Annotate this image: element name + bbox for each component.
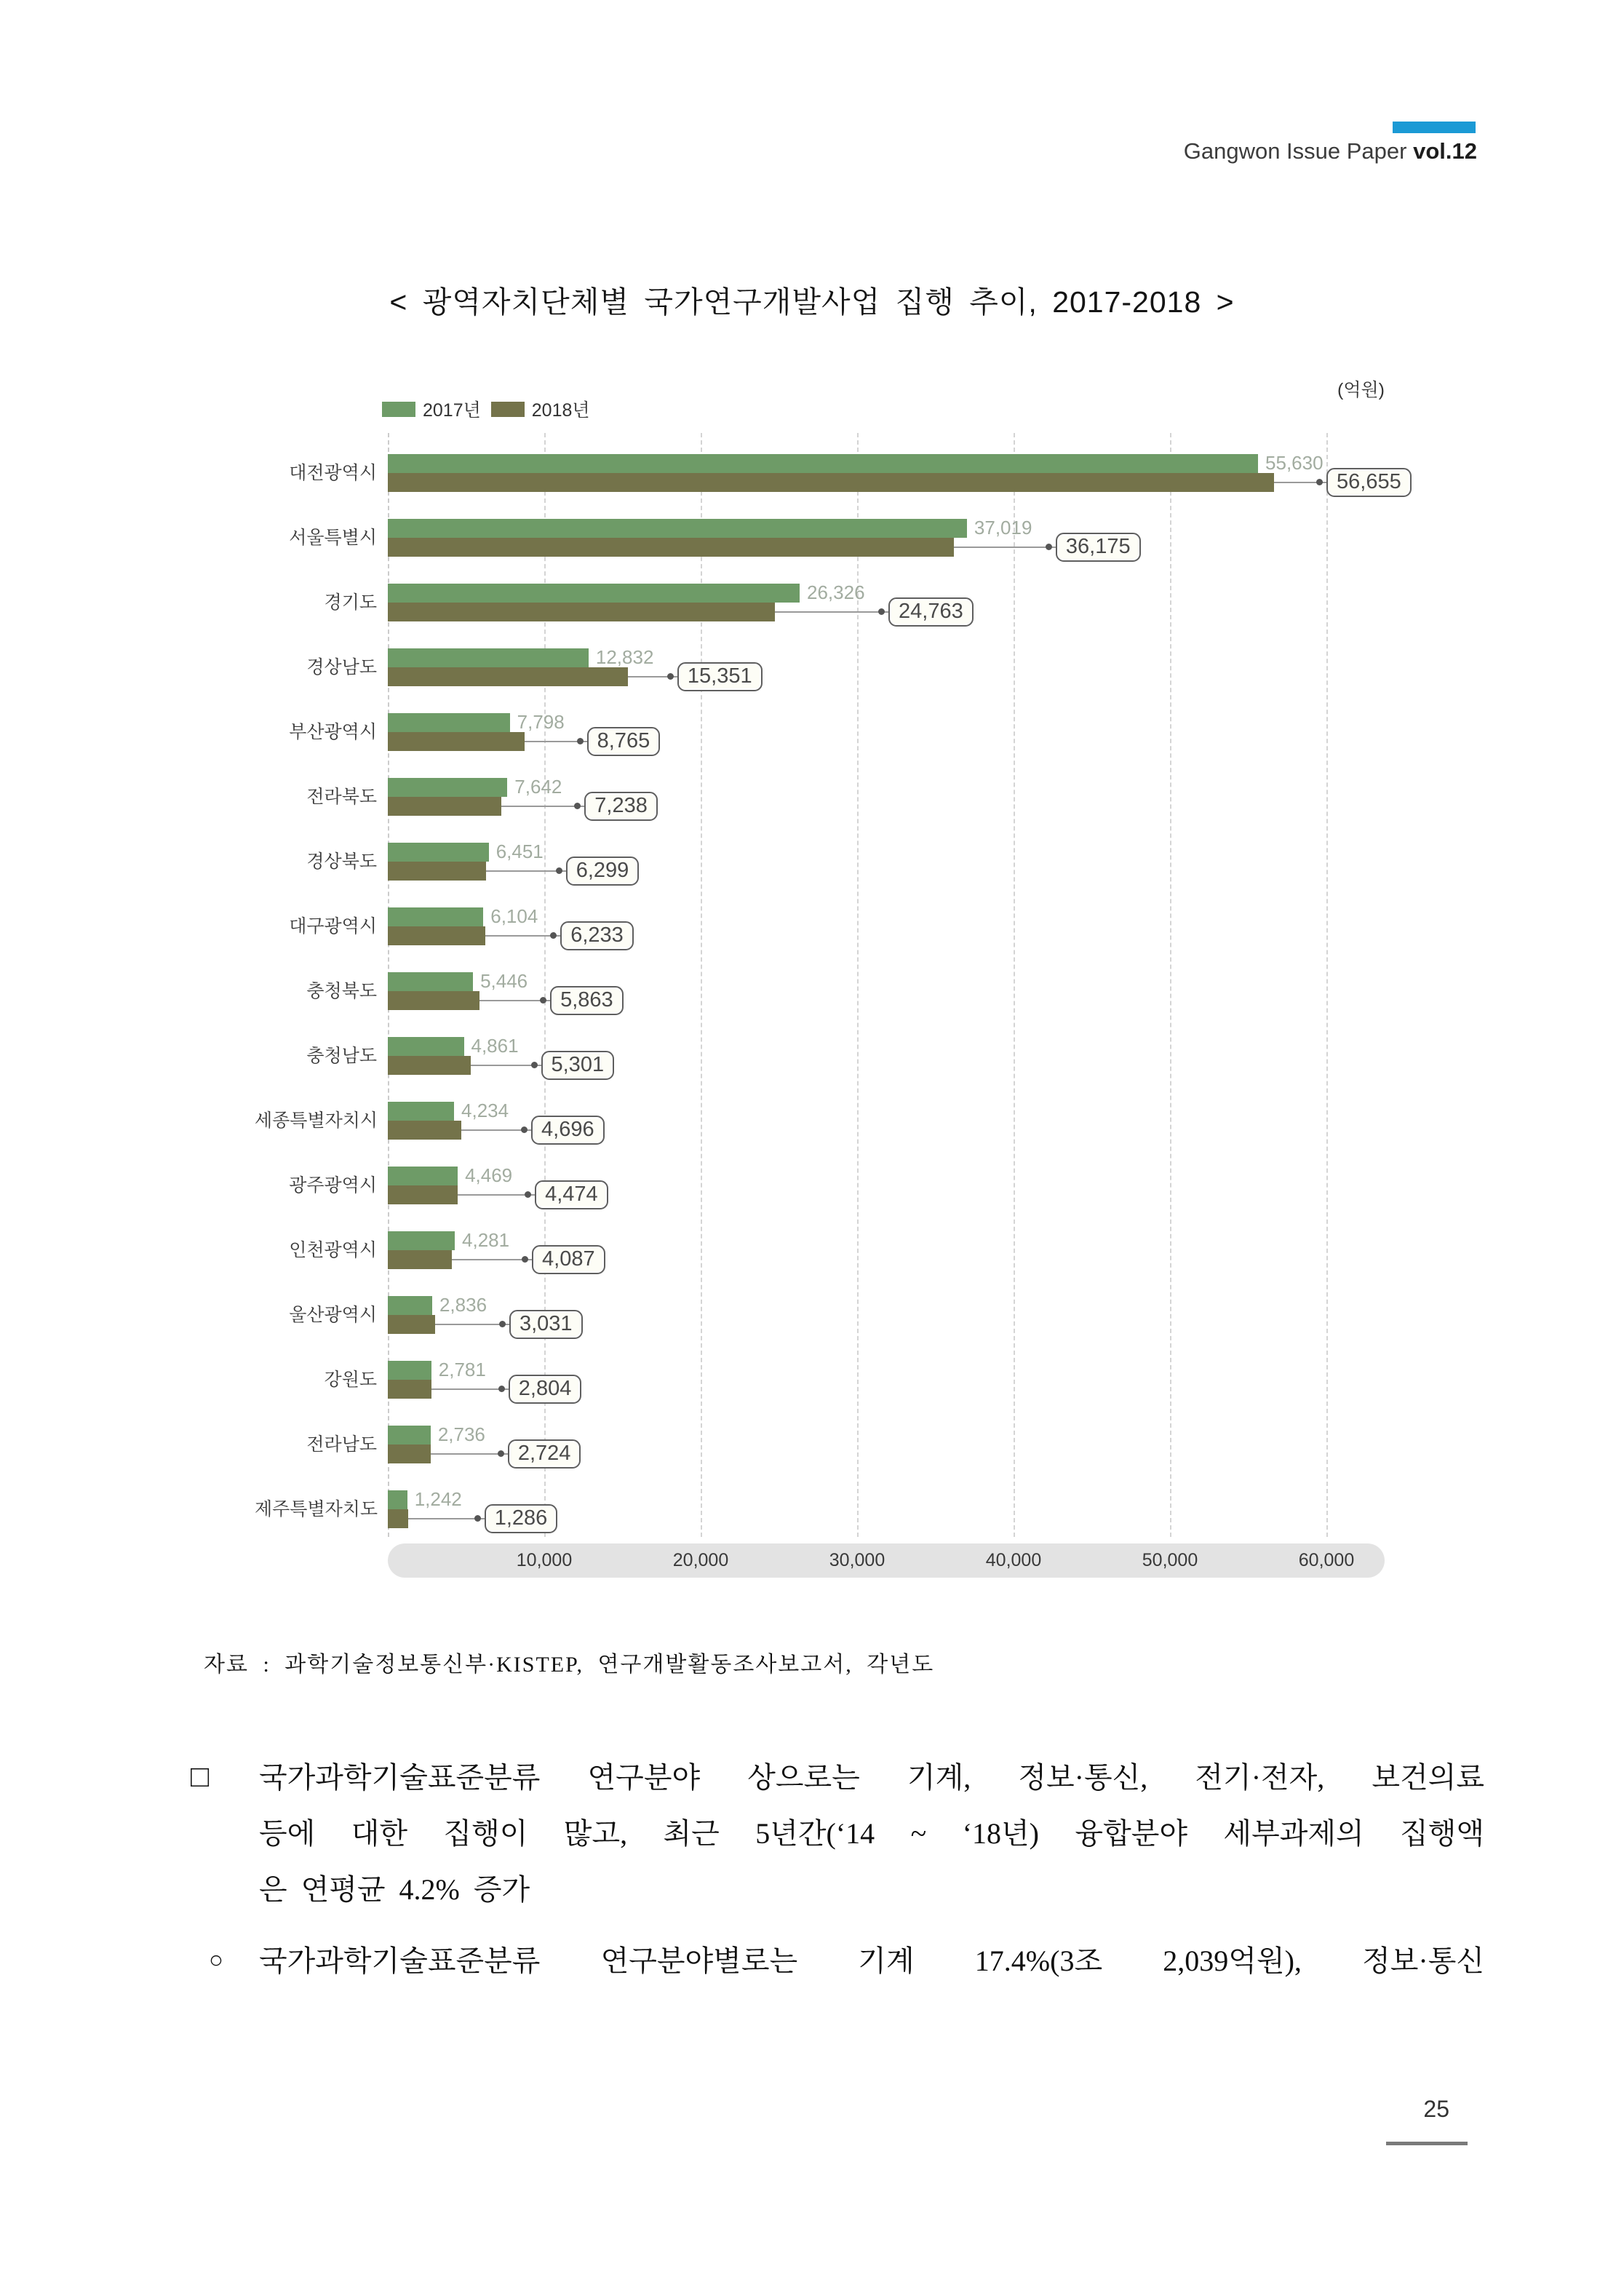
chart-title: < 광역자치단체별 국가연구개발사업 집행 추이, 2017-2018 > bbox=[389, 285, 1235, 319]
callout-dot-icon bbox=[531, 1062, 538, 1068]
value-label-2017: 4,469 bbox=[465, 1164, 513, 1186]
callout-dot-icon bbox=[540, 997, 546, 1004]
page-number: 25 bbox=[1423, 2096, 1449, 2122]
callout-dot-icon bbox=[498, 1386, 505, 1392]
category-label: 대구광역시 bbox=[289, 916, 377, 937]
callout-dot-icon bbox=[474, 1515, 481, 1522]
bar-2018 bbox=[388, 862, 486, 881]
callout-dot-icon bbox=[878, 608, 885, 615]
value-label-2017: 7,798 bbox=[517, 711, 565, 733]
callout-connector bbox=[458, 1194, 535, 1196]
bar-2018 bbox=[388, 926, 485, 945]
value-box-2018: 6,299 bbox=[566, 857, 640, 886]
value-label-2017: 4,281 bbox=[462, 1229, 510, 1251]
legend-swatch-2017 bbox=[382, 402, 415, 417]
page-number-rule bbox=[1386, 2142, 1468, 2145]
bar-2017 bbox=[388, 1426, 431, 1445]
value-label-2017: 2,781 bbox=[438, 1359, 486, 1380]
x-axis-tick-label: 30,000 bbox=[829, 1550, 885, 1570]
value-box-2018: 56,655 bbox=[1326, 468, 1412, 497]
publication-volume: vol.12 bbox=[1413, 138, 1477, 164]
x-axis-tick-label: 20,000 bbox=[672, 1550, 729, 1570]
circle-bullet-icon: ○ bbox=[209, 1947, 223, 1974]
bar-2017 bbox=[388, 584, 800, 603]
bar-2018 bbox=[388, 732, 525, 751]
bar-2017 bbox=[388, 1490, 407, 1509]
bar-2018 bbox=[388, 1445, 431, 1463]
category-label: 충청북도 bbox=[306, 981, 377, 1001]
callout-dot-icon bbox=[550, 932, 557, 939]
category-label: 경상북도 bbox=[306, 851, 377, 872]
callout-connector bbox=[452, 1259, 532, 1260]
callout-dot-icon bbox=[525, 1191, 531, 1198]
value-box-2018: 2,804 bbox=[509, 1375, 582, 1404]
value-box-2018: 3,031 bbox=[509, 1310, 583, 1339]
value-label-2017: 12,832 bbox=[595, 646, 654, 668]
legend-item-2017 bbox=[382, 396, 481, 422]
bar-2018 bbox=[388, 1056, 471, 1075]
value-box-2018: 15,351 bbox=[677, 662, 763, 691]
bar-2017 bbox=[388, 1102, 454, 1121]
value-label-2017: 4,861 bbox=[471, 1035, 519, 1057]
value-box-2018: 5,301 bbox=[541, 1051, 615, 1080]
legend-item-2018 bbox=[491, 396, 590, 422]
header-accent-bar bbox=[1393, 122, 1476, 133]
gridline bbox=[1014, 433, 1015, 1537]
bar-2018 bbox=[388, 667, 628, 686]
callout-dot-icon bbox=[1046, 544, 1052, 550]
category-label: 인천광역시 bbox=[289, 1240, 377, 1260]
category-label: 경상남도 bbox=[306, 657, 377, 677]
legend-label-2017: 2017년 bbox=[423, 400, 481, 421]
publication-header bbox=[1184, 138, 1477, 164]
value-label-2017: 26,326 bbox=[807, 581, 865, 603]
value-label-2017: 1,242 bbox=[414, 1488, 462, 1510]
text-line: 국가과학기술표준분류 연구분야 상으로는 기계, 정보·통신, 전기·전자, 보건의료 bbox=[259, 1761, 1484, 1794]
text-line: 국가과학기술표준분류 연구분야별로는 기계 17.4%(3조 2,039억원), 정보·통신 bbox=[259, 1944, 1484, 1977]
callout-dot-icon bbox=[521, 1126, 528, 1133]
bar-2017 bbox=[388, 454, 1258, 473]
callout-connector bbox=[485, 935, 560, 937]
value-label-2017: 55,630 bbox=[1265, 452, 1324, 474]
bar-2017 bbox=[388, 778, 507, 797]
category-label: 강원도 bbox=[324, 1370, 377, 1390]
callout-connector bbox=[431, 1388, 509, 1390]
paragraph-2-lines bbox=[259, 1933, 1484, 1989]
category-label: 전라북도 bbox=[306, 787, 377, 807]
bar-2018 bbox=[388, 473, 1274, 492]
value-label-2017: 5,446 bbox=[480, 970, 528, 992]
gridline bbox=[1170, 433, 1171, 1537]
callout-dot-icon bbox=[499, 1321, 506, 1327]
callout-connector bbox=[486, 870, 565, 872]
bar-2018 bbox=[388, 1380, 431, 1399]
bar-2017 bbox=[388, 519, 967, 538]
callout-dot-icon bbox=[574, 803, 581, 809]
x-axis-tick-label: 10,000 bbox=[516, 1550, 573, 1570]
bar-2017 bbox=[388, 972, 473, 991]
callout-connector bbox=[775, 611, 888, 613]
category-label: 서울특별시 bbox=[289, 528, 377, 548]
source-note: 자료 : 과학기술정보통신부·KISTEP, 연구개발활동조사보고서, 각년도 bbox=[204, 1653, 935, 1677]
bar-2018 bbox=[388, 991, 479, 1010]
callout-dot-icon bbox=[667, 673, 674, 680]
category-label: 전라남도 bbox=[306, 1434, 377, 1455]
value-label-2017: 37,019 bbox=[974, 517, 1032, 539]
bar-2018 bbox=[388, 603, 775, 621]
value-label-2017: 7,642 bbox=[514, 776, 562, 798]
callout-dot-icon bbox=[556, 867, 562, 874]
value-box-2018: 36,175 bbox=[1056, 533, 1141, 562]
x-axis-tick-label: 50,000 bbox=[1142, 1550, 1198, 1570]
text-line: 등에 대한 집행이 많고, 최근 5년간(‘14 ~ ‘18년) 융합분야 세부과제의 집행액 bbox=[259, 1817, 1484, 1850]
bar-2018 bbox=[388, 797, 501, 816]
paragraph-1-lines bbox=[259, 1749, 1484, 1918]
text-line: 은 연평균 4.2% 증가 bbox=[259, 1873, 530, 1906]
category-label: 경기도 bbox=[324, 592, 377, 613]
category-label: 울산광역시 bbox=[289, 1305, 377, 1325]
bar-2017 bbox=[388, 1037, 464, 1056]
value-label-2017: 2,736 bbox=[437, 1423, 485, 1445]
category-label: 제주특별자치도 bbox=[255, 1499, 378, 1519]
callout-dot-icon bbox=[522, 1256, 528, 1263]
value-box-2018: 6,233 bbox=[560, 921, 634, 950]
value-box-2018: 4,087 bbox=[532, 1245, 605, 1274]
value-box-2018: 4,696 bbox=[531, 1116, 605, 1145]
category-label: 대전광역시 bbox=[289, 463, 377, 483]
gridline bbox=[1326, 433, 1328, 1537]
callout-connector bbox=[431, 1453, 508, 1455]
value-box-2018: 2,724 bbox=[508, 1439, 581, 1469]
bar-2017 bbox=[388, 648, 589, 667]
bar-2018 bbox=[388, 1250, 452, 1269]
category-label: 부산광역시 bbox=[289, 722, 377, 742]
value-box-2018: 1,286 bbox=[485, 1504, 558, 1533]
bar-2017 bbox=[388, 843, 489, 862]
callout-connector bbox=[408, 1518, 485, 1519]
value-label-2017: 2,836 bbox=[439, 1294, 487, 1316]
value-box-2018: 24,763 bbox=[888, 597, 974, 627]
bar-2017 bbox=[388, 1231, 455, 1250]
callout-connector bbox=[501, 806, 585, 807]
bar-2018 bbox=[388, 538, 954, 557]
value-box-2018: 7,238 bbox=[584, 792, 658, 821]
value-label-2017: 6,451 bbox=[495, 841, 544, 862]
square-bullet-icon: □ bbox=[191, 1760, 210, 1794]
value-box-2018: 8,765 bbox=[587, 727, 661, 756]
bar-2018 bbox=[388, 1315, 435, 1334]
axis-unit-label: (억원) bbox=[1337, 380, 1385, 400]
callout-dot-icon bbox=[498, 1450, 504, 1457]
category-label: 광주광역시 bbox=[289, 1175, 377, 1196]
bar-2018 bbox=[388, 1509, 408, 1528]
bar-2018 bbox=[388, 1121, 461, 1140]
bar-2017 bbox=[388, 1361, 431, 1380]
chart-legend bbox=[382, 396, 590, 422]
value-label-2017: 4,234 bbox=[461, 1100, 509, 1121]
category-label: 세종특별자치시 bbox=[255, 1110, 378, 1131]
value-label-2017: 6,104 bbox=[490, 905, 538, 927]
callout-dot-icon bbox=[577, 738, 584, 744]
callout-connector bbox=[435, 1324, 509, 1325]
bar-2017 bbox=[388, 1296, 432, 1315]
bar-2018 bbox=[388, 1185, 458, 1204]
x-axis-tick-label: 40,000 bbox=[985, 1550, 1042, 1570]
bar-2017 bbox=[388, 907, 483, 926]
bar-2017 bbox=[388, 1167, 458, 1185]
legend-label-2018: 2018년 bbox=[531, 400, 590, 421]
callout-dot-icon bbox=[1316, 479, 1323, 485]
bar-chart bbox=[255, 364, 1608, 1601]
x-axis-tick-label: 60,000 bbox=[1298, 1550, 1355, 1570]
value-box-2018: 4,474 bbox=[535, 1180, 608, 1209]
bar-2017 bbox=[388, 713, 510, 732]
callout-connector bbox=[954, 547, 1056, 548]
paragraph-2 bbox=[209, 1933, 1484, 1989]
value-box-2018: 5,863 bbox=[550, 986, 624, 1015]
legend-swatch-2018 bbox=[491, 402, 525, 417]
category-label: 충청남도 bbox=[306, 1046, 377, 1066]
paragraph-1 bbox=[191, 1749, 1484, 1918]
publication-name: Gangwon Issue Paper bbox=[1183, 138, 1407, 164]
